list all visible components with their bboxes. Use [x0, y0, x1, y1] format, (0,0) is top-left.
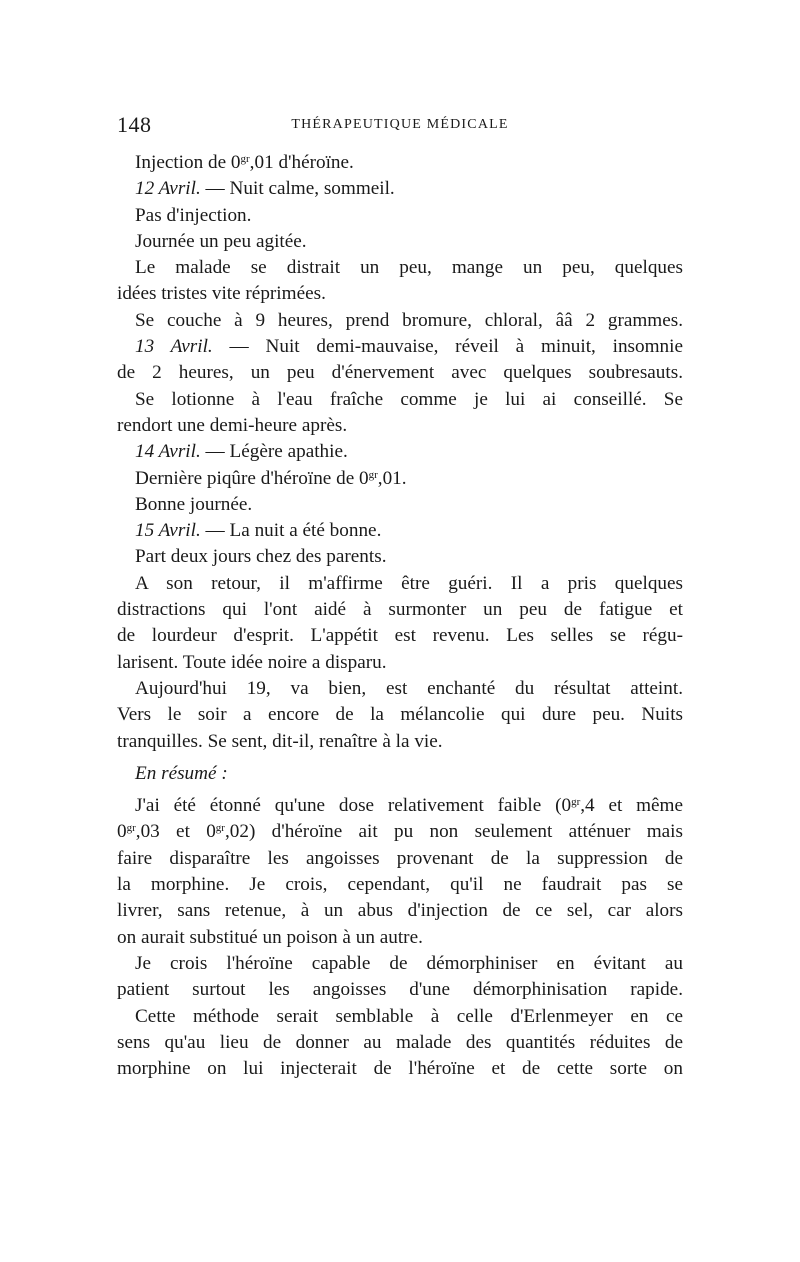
page-number: 148 [117, 112, 152, 137]
text-run: Vers le soir a encore de la mélancolie qui dure peu. Nuits [117, 704, 683, 726]
text-line [117, 623, 683, 649]
text-run: Part deux jours chez des parents. [135, 546, 387, 568]
text-run: — Légère apathie. [200, 441, 348, 463]
text-line [117, 925, 683, 951]
text-line [117, 846, 683, 872]
text-line [117, 571, 683, 597]
text-run: faire disparaître les angoisses provenant de la suppression de [117, 847, 683, 869]
text-run: tranquilles. Se sent, dit-il, renaître à la vie. [117, 730, 443, 752]
text-run: Dernière piqûre d'héroïne de 0 [135, 467, 369, 489]
text-line [117, 360, 683, 386]
text-run: — La nuit a été bonne. [200, 520, 382, 542]
text-run: la morphine. Je crois, cependant, qu'il ne faudrait pas se [117, 874, 683, 896]
text-line [117, 1030, 683, 1056]
unit-superscript: gr [571, 796, 581, 809]
text-line [117, 544, 683, 570]
text-run: Pas d'injection. [135, 204, 252, 226]
text-run: ,02) d'héroïne ait pu non seulement atténuer mais [224, 821, 683, 843]
text-line [117, 176, 683, 202]
text-line [117, 1004, 683, 1030]
date-label: 15 Avril. [135, 520, 201, 542]
text-line [117, 229, 683, 255]
unit-superscript: gr [240, 153, 250, 165]
date-label: 12 Avril. [135, 178, 201, 200]
text-run: ,01. [377, 467, 407, 489]
text-run: de lourdeur d'esprit. L'appétit est revenu. Les selles se régu- [117, 625, 683, 647]
text-run: livrer, sans retenue, à un abus d'injection de ce sel, car alors [117, 900, 683, 922]
text-run: 0 [117, 821, 127, 843]
text-run: ,03 et 0 [135, 821, 216, 843]
text-run: Le malade se distrait un peu, mange un peu, quelques [135, 257, 683, 279]
text-run: larisent. Toute idée noire a disparu. [117, 651, 387, 673]
page-header [117, 112, 683, 142]
text-run: Cette méthode serait semblable à celle d'Erlenmeyer en ce [135, 1005, 683, 1027]
text-run: — Nuit calme, sommeil. [200, 178, 395, 200]
text-line [117, 492, 683, 518]
text-line [117, 819, 683, 845]
text-run: Journée un peu agitée. [135, 230, 307, 252]
date-label: En résumé : [135, 762, 228, 784]
unit-superscript: gr [215, 822, 225, 835]
text-line [117, 872, 683, 898]
text-run: distractions qui l'ont aidé à surmonter un peu de fatigue et [117, 599, 683, 621]
text-run: de 2 heures, un peu d'énervement avec quelques soubresauts. [117, 362, 683, 384]
text-run: on aurait substitué un poison à un autre. [117, 926, 423, 948]
text-line [117, 597, 683, 623]
text-line [117, 203, 683, 229]
text-line [117, 150, 683, 176]
text-run: Injection de 0 [135, 152, 241, 173]
text-line [117, 676, 683, 702]
text-run: rendort une demi-heure après. [117, 414, 348, 436]
text-line [117, 387, 683, 413]
unit-superscript: gr [368, 468, 378, 481]
text-line [117, 308, 683, 334]
text-line [117, 898, 683, 924]
text-run: J'ai été étonné qu'une dose relativement faible (0 [135, 795, 572, 817]
text-line [117, 793, 683, 819]
text-run: Aujourd'hui 19, va bien, est enchanté du résultat atteint. [135, 677, 683, 699]
text-run: — Nuit demi-mauvaise, réveil à minuit, insomnie [212, 336, 683, 358]
text-run: A son retour, il m'affirme être guéri. Il a pris quelques [135, 572, 683, 594]
text-line [117, 518, 683, 544]
text-run: idées tristes vite réprimées. [117, 283, 326, 305]
text-run: Se couche à 9 heures, prend bromure, chloral, ââ 2 grammes. [135, 309, 683, 331]
text-run: patient surtout les angoisses d'une démorphinisation rapide. [117, 979, 683, 1001]
text-run: ,01 d'héroïne. [249, 152, 354, 173]
text-run: morphine on lui injecterait de l'héroïne et de cette sorte on [117, 1058, 683, 1080]
text-run: Bonne journée. [135, 493, 253, 515]
text-line [117, 729, 683, 755]
unit-superscript: gr [126, 822, 136, 835]
text-line [117, 466, 683, 492]
text-line [117, 255, 683, 281]
date-label: 14 Avril. [135, 441, 201, 463]
text-line [117, 334, 683, 360]
text-line [117, 413, 683, 439]
running-title: THÉRAPEUTIQUE MÉDICALE [291, 117, 509, 132]
text-line [117, 702, 683, 728]
text-line [117, 650, 683, 676]
text-line [117, 977, 683, 1003]
text-run: sens qu'au lieu de donner au malade des quantités réduites de [117, 1031, 683, 1053]
text-line [117, 761, 683, 787]
text-run: ,4 et même [580, 795, 684, 817]
text-run: Se lotionne à l'eau fraîche comme je lui ai conseillé. Se [135, 388, 683, 410]
text-line [117, 951, 683, 977]
body-text [117, 150, 683, 1082]
text-run: Je crois l'héroïne capable de démorphiniser en évitant au [135, 952, 683, 974]
text-line [117, 439, 683, 465]
date-label: 13 Avril. [135, 336, 213, 358]
text-line [117, 281, 683, 307]
text-line [117, 1056, 683, 1082]
